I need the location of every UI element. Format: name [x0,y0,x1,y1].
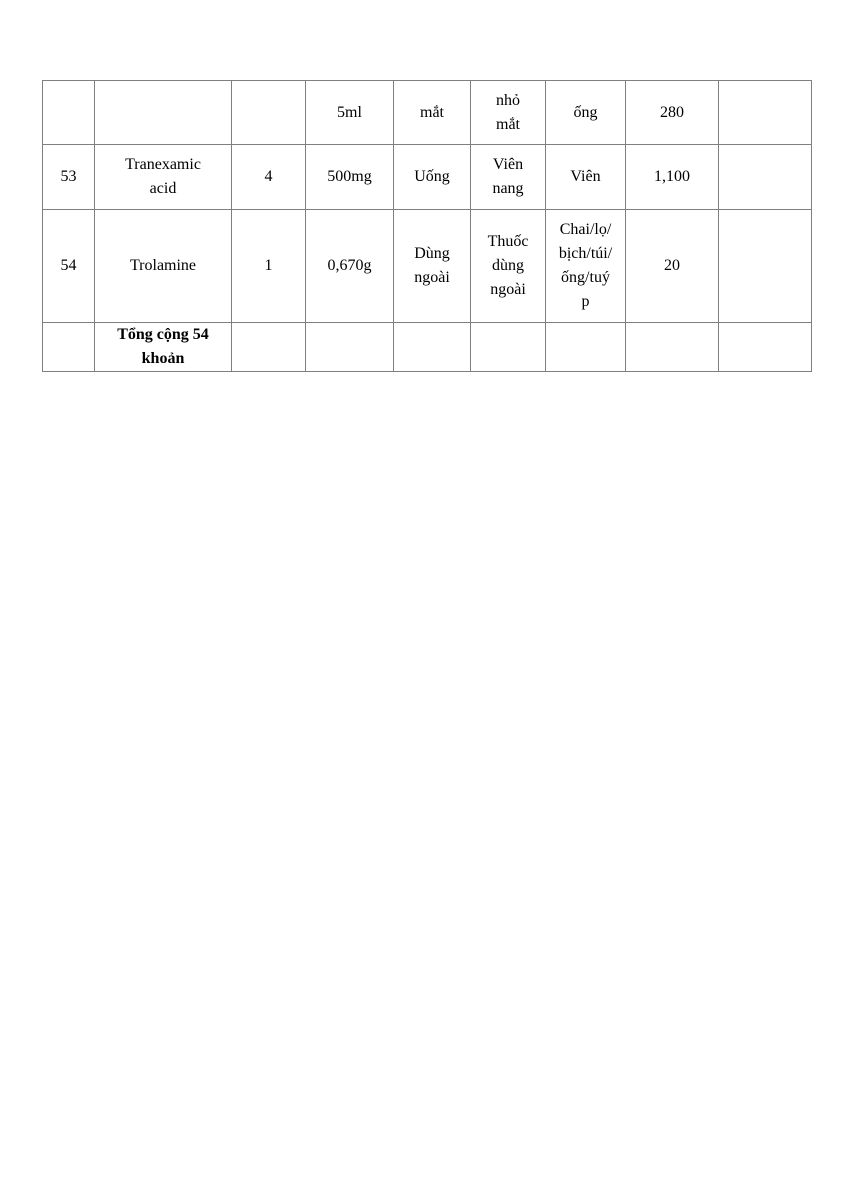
unit-cell [546,210,626,323]
dosage-form-cell [471,210,546,323]
unit-cell [546,81,626,145]
dosage-form-cell [471,145,546,210]
drug-table [42,80,812,372]
note-cell [719,81,812,145]
stt-cell [43,81,95,145]
total-label-line: Tổng cộng 54 [117,326,209,343]
route-cell [394,210,471,323]
route-line: Uống [414,168,450,185]
group-cell: 1 [232,210,306,323]
unit-line: ống [573,103,598,121]
table-row [43,210,812,323]
dosage-form-line: nang [492,180,524,197]
drug-name-line: Tranexamic [125,156,201,173]
unit-line: ống/tuý [561,269,610,286]
unit-line: Viên [570,168,601,185]
total-label [95,323,232,372]
note-cell [719,210,812,323]
unit-line: Chai/lọ/ [559,221,612,238]
route-line: mắt [420,103,444,121]
stt-cell [43,323,95,372]
dosage-form-line: Thuốc [487,233,529,250]
drug-name-cell [95,81,232,145]
drug-name-cell [95,145,232,210]
empty-cell [394,323,471,372]
dosage-form-line: Viên [492,156,524,173]
empty-cell [546,323,626,372]
route-line: Dùng [414,245,450,262]
empty-cell [626,323,719,372]
empty-cell [719,323,812,372]
total-label-line: khoản [141,350,185,367]
table-row [43,145,812,210]
table-row [43,81,812,145]
drug-name-line: acid [149,180,177,197]
route-cell [394,145,471,210]
total-row [43,323,812,372]
quantity-cell: 280 [626,81,719,145]
dosage-form-cell [471,81,546,145]
unit-line: bịch/túi/ [558,245,613,262]
unit-line: p [581,293,590,310]
empty-cell [471,323,546,372]
group-cell [232,81,306,145]
strength-cell: 5ml [306,81,394,145]
empty-cell [232,323,306,372]
stt-cell: 54 [43,210,95,323]
strength-cell: 0,670g [306,210,394,323]
route-cell [394,81,471,145]
empty-cell [306,323,394,372]
quantity-cell: 20 [626,210,719,323]
unit-cell [546,145,626,210]
quantity-cell: 1,100 [626,145,719,210]
stt-cell: 53 [43,145,95,210]
dosage-form-line: mắt [496,115,520,133]
dosage-form-line: nhỏ [496,91,520,109]
note-cell [719,145,812,210]
drug-name-line: Trolamine [129,257,197,274]
dosage-form-line: dùng [492,257,524,274]
route-line: ngoài [414,269,450,286]
strength-cell: 500mg [306,145,394,210]
dosage-form-line: ngoài [490,281,526,298]
group-cell: 4 [232,145,306,210]
drug-name-cell [95,210,232,323]
